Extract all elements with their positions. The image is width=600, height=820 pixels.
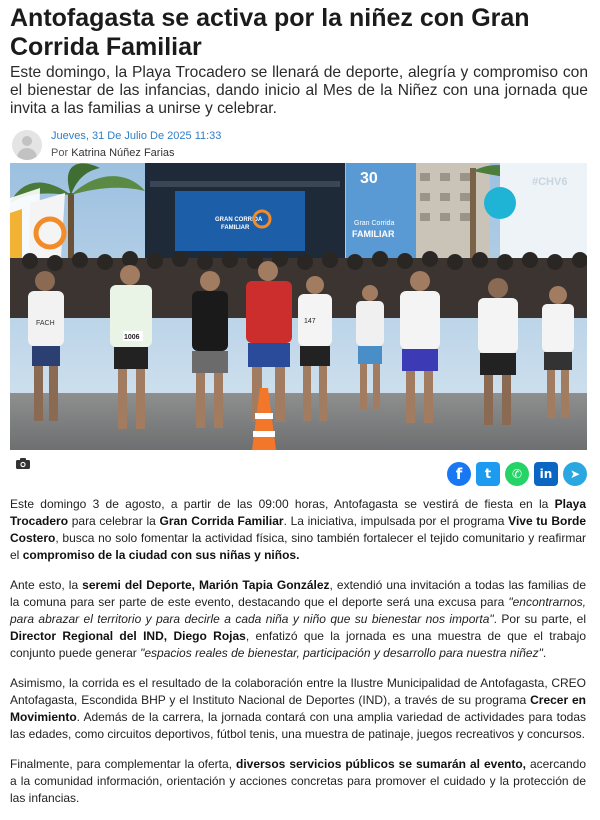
stage-banner-line1: GRAN CORRIDA xyxy=(215,217,263,223)
stage-banner-line2: FAMILIAR xyxy=(221,225,250,231)
paragraph-2 xyxy=(10,577,586,662)
text-run: para celebrar la xyxy=(68,514,160,528)
text-run: . xyxy=(542,646,547,660)
whatsapp-icon[interactable]: ✆ xyxy=(505,462,529,486)
telegram-icon[interactable]: ➤ xyxy=(563,462,587,486)
article-title: Antofagasta se activa por la niñez con Gran Corrida Familiar xyxy=(10,4,530,61)
facebook-icon[interactable]: f xyxy=(447,462,471,486)
text-run: . Por su parte, el xyxy=(493,612,586,626)
article-body xyxy=(10,496,586,820)
quote-run: "encontrarnos, para abrazar el territorio y para decirle a cada niña y niño que su bienestar nos importa" xyxy=(10,595,586,626)
bold-run: Vive tu Borde Costero xyxy=(10,514,586,545)
linkedin-icon[interactable]: in xyxy=(534,462,558,486)
byline xyxy=(51,147,175,159)
article-meta xyxy=(10,130,410,162)
article-lead: Este domingo, la Playa Trocadero se llenará de deporte, alegría y compromiso con el bienestar de las infancias, dando inicio al Mes de la Niñez con una jornada que invita a las familias a unirse y celebrar. xyxy=(10,64,588,117)
share-bar xyxy=(447,462,587,486)
text-run: , extendió una invitación a todas las familias de la comuna para ser parte de este evento, destacando que el deporte será una excusa para xyxy=(10,578,587,609)
bold-run: compromiso de la ciudad con sus niñas y niños. xyxy=(22,548,300,562)
text-run: , enfatizó que la jornada es una muestra de que el trabajo conjunto puede generar xyxy=(10,629,586,660)
paragraph-1 xyxy=(10,496,586,564)
ground xyxy=(10,393,587,450)
bold-run: Crecer en Movimiento xyxy=(10,693,586,724)
twitter-icon[interactable]: t xyxy=(476,462,500,486)
bold-run: seremi del Deporte, Marión Tapia González xyxy=(82,578,330,592)
text-run: Finalmente, para complementar la oferta, xyxy=(10,757,236,771)
side-banner-line2: FAMILIAR xyxy=(352,229,395,239)
text-run: , busca no solo fomentar la actividad física, sino también fortalecer el tejido comunitario y reafirmar el xyxy=(10,531,586,562)
publish-date: Jueves, 31 De Julio De 2025 11:33 xyxy=(51,130,222,142)
byline-prefix: Por xyxy=(51,147,69,159)
text-run: Este domingo 3 de agosto, a partir de las 09:00 horas, Antofagasta se vestirá de fiesta en la xyxy=(10,497,555,511)
side-banner-line1: Gran Corrida xyxy=(354,220,395,227)
shirt-text: FACH xyxy=(36,320,55,327)
bold-run: Gran Corrida Familiar xyxy=(159,514,284,528)
bib-number-2: 147 xyxy=(304,318,316,325)
svg-text:30: 30 xyxy=(360,170,378,187)
text-run: acercando a la comunidad información, orientación y acciones concretas para promover el cuidado y la protección de las infancias. xyxy=(10,757,587,805)
paragraph-4 xyxy=(10,756,586,807)
text-run: Ante esto, la xyxy=(10,578,83,592)
text-run: Asimismo, la corrida es el resultado de la colaboración entre la Ilustre Municipalidad de Antofagasta, CREO Antofagasta, Escondida BHP y el Instituto Nacional de Deportes (IND), a través de su programa xyxy=(10,676,586,707)
quote-run: "espacios reales de bienestar, participación y desarrollo para nuestra niñez" xyxy=(140,646,543,660)
race-start-illustration xyxy=(10,163,587,450)
hashtag-text: #CHV6 xyxy=(532,176,568,188)
camera-icon xyxy=(16,458,30,469)
text-run: . Además de la carrera, la jornada contará con una amplia variedad de actividades para todas las edades, como circuitos deportivos, fútbol tenis, una muestra de patinaje, juegos recreativos y concursos. xyxy=(10,710,586,741)
bold-run: Director Regional del IND, Diego Rojas xyxy=(10,629,246,643)
bold-run: diversos servicios públicos se sumarán al evento, xyxy=(236,757,526,771)
text-run: . La iniciativa, impulsada por el programa xyxy=(283,514,509,528)
author-name-link[interactable]: Katrina Núñez Farias xyxy=(71,147,175,159)
paragraph-3 xyxy=(10,675,586,743)
author-avatar xyxy=(12,130,42,160)
bib-number-1: 1006 xyxy=(124,334,140,341)
article-photo xyxy=(10,163,587,450)
bold-run: Playa Trocadero xyxy=(10,497,586,528)
